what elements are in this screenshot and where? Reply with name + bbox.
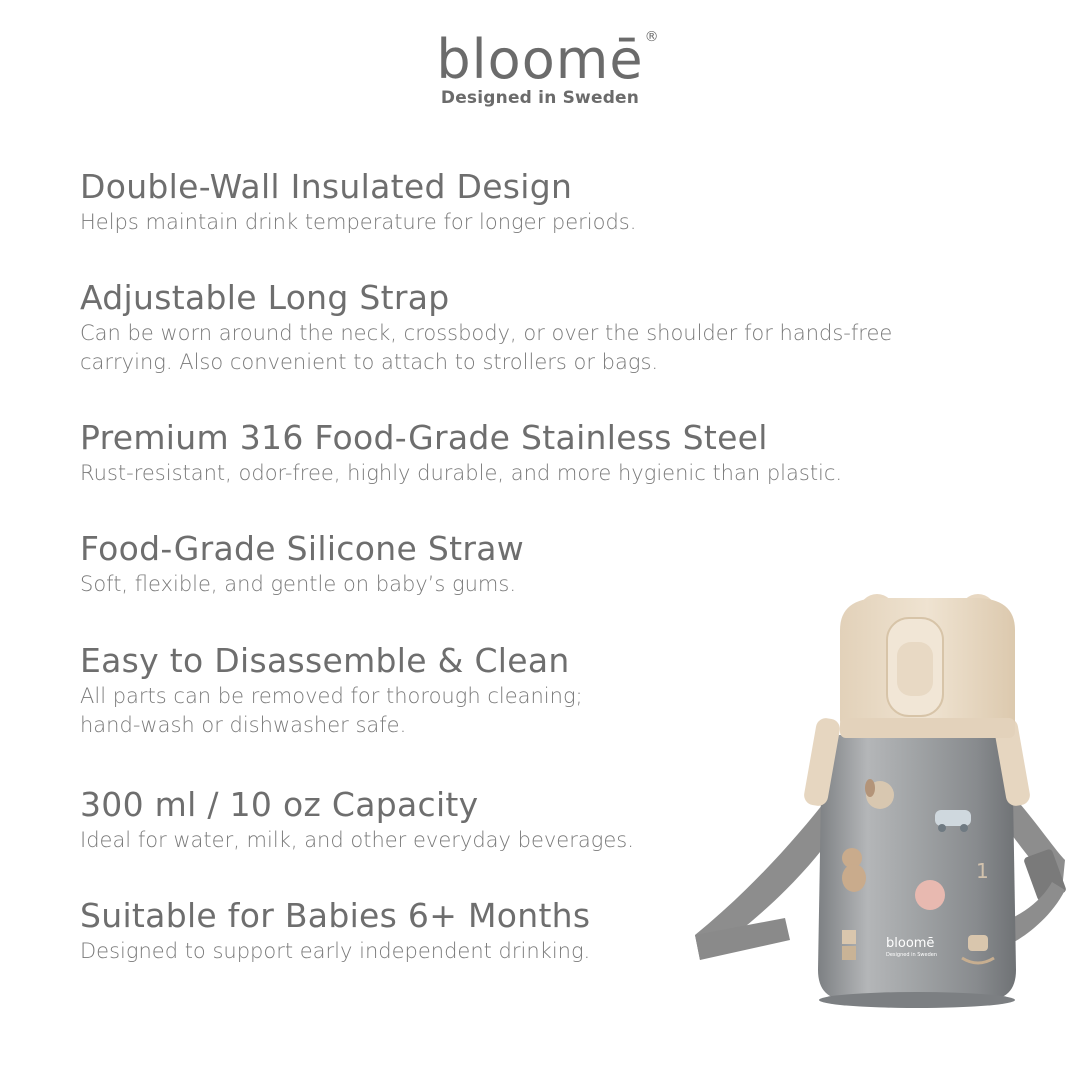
feature-title: Easy to Disassemble & Clean <box>80 641 570 680</box>
feature-title: Double-Wall Insulated Design <box>80 167 573 206</box>
feature-title: Food-Grade Silicone Straw <box>80 529 525 568</box>
feature-straw <box>80 528 524 599</box>
feature-capacity <box>80 784 634 855</box>
feature-title: Premium 316 Food-Grade Stainless Steel <box>80 418 768 457</box>
brand-logo <box>436 28 660 91</box>
bottle-logo: bloomē <box>886 936 935 951</box>
number-print: 1 <box>976 859 989 883</box>
feature-desc: Soft, flexible, and gentle on baby’s gums. <box>80 572 517 596</box>
registered-mark: ® <box>644 29 660 45</box>
bottle-cap <box>840 594 1015 738</box>
feature-desc: Ideal for water, milk, and other everyday beverages. <box>80 828 634 852</box>
bottle-tagline: Designed in Sweden <box>886 952 938 958</box>
feature-desc: Helps maintain drink temperature for longer periods. <box>80 210 637 234</box>
feature-desc: Designed to support early independent drinking. <box>80 939 591 963</box>
feature-desc: Can be worn around the neck, crossbody, or over the shoulder for hands-free <box>80 321 893 345</box>
feature-desc: All parts can be removed for thorough cleaning; <box>80 684 583 708</box>
feature-title: Suitable for Babies 6+ Months <box>80 896 591 935</box>
feature-insulated <box>80 166 636 237</box>
feature-desc: hand-wash or dishwasher safe. <box>80 713 407 737</box>
feature-age <box>80 895 590 966</box>
bottle-illustration <box>690 590 1070 1010</box>
product-image <box>690 590 1070 1010</box>
brand-logo-text: bloomē <box>436 28 644 91</box>
feature-desc: Rust-resistant, odor-free, highly durable, and more hygienic than plastic. <box>80 461 843 485</box>
feature-desc: carrying. Also convenient to attach to strollers or bags. <box>80 350 659 374</box>
feature-steel <box>80 417 842 488</box>
brand-header <box>0 30 1080 108</box>
feature-title: Adjustable Long Strap <box>80 278 450 317</box>
feature-strap <box>80 277 892 377</box>
pig-icon <box>915 880 945 910</box>
brand-tagline: Designed in Sweden <box>440 88 640 108</box>
feature-clean <box>80 640 583 740</box>
feature-title: 300 ml / 10 oz Capacity <box>80 785 479 824</box>
